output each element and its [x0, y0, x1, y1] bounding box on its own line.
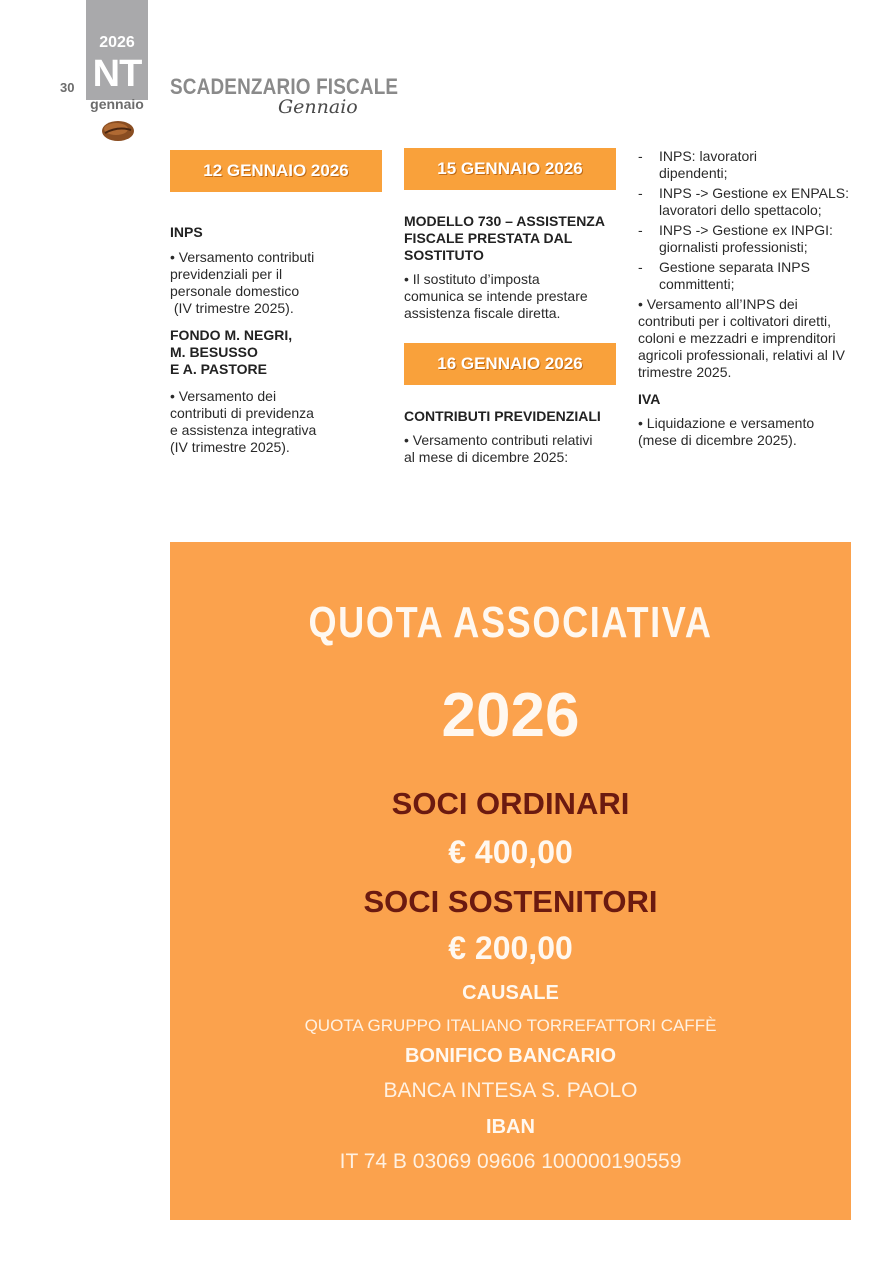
header-logo: NT — [92, 53, 142, 95]
dash-list-item: - INPS -> Gestione ex INPGI: giornalisti professionisti; — [638, 222, 833, 255]
bank-name: BANCA INTESA S. PAOLO — [383, 1079, 638, 1102]
text-line: personale domestico — [170, 283, 300, 299]
quota-year: 2026 — [441, 681, 580, 750]
text-line: • Versamento contributi relativi — [404, 432, 593, 448]
header-year: 2026 — [99, 34, 135, 51]
text-line: trimestre 2025. — [638, 364, 732, 380]
section-heading-contributi: CONTRIBUTI PREVIDENZIALI — [404, 408, 601, 424]
text-line: (IV trimestre 2025). — [170, 439, 290, 455]
quota-title: QUOTA ASSOCIATIVA — [308, 598, 713, 647]
text-line: • Versamento contributi — [170, 249, 315, 265]
section-heading-iva: IVA — [638, 391, 661, 407]
section-heading-modello-730: MODELLO 730 – ASSISTENZA — [404, 213, 605, 229]
column-2-bottom — [404, 408, 624, 466]
text-line: (mese di dicembre 2025). — [638, 432, 797, 448]
causale-text: QUOTA GRUPPO ITALIANO TORREFATTORI CAFFÈ — [304, 1016, 717, 1035]
section-heading-fondo: FONDO M. NEGRI, — [170, 327, 293, 343]
text-line: coloni e mezzadri e imprenditori — [638, 330, 836, 346]
text-line: (IV trimestre 2025). — [170, 300, 294, 316]
text-line: • Il sostituto d’imposta — [404, 271, 540, 287]
soci-sostenitori-label: SOCI SOSTENITORI — [363, 884, 658, 919]
dash-list-item: - INPS: lavoratori dipendenti; — [638, 148, 758, 181]
page-number: 30 — [60, 80, 75, 95]
iban-value: IT 74 B 03069 09606 100000190559 — [339, 1150, 682, 1173]
text-line: contributi di previdenza — [170, 405, 314, 421]
column-1 — [170, 224, 370, 456]
date-banner-16-gennaio: 16 GENNAIO 2026 — [404, 343, 616, 385]
dash-list-item: - Gestione separata INPS committenti; — [638, 259, 810, 292]
header-month: gennaio — [90, 96, 144, 112]
section-heading-inps: INPS — [170, 224, 203, 240]
text-line: • Versamento dei — [170, 388, 277, 404]
soci-ordinari-price: € 400,00 — [448, 834, 573, 870]
bonifico-label: BONIFICO BANCARIO — [404, 1045, 617, 1067]
text-line: • Versamento all’INPS dei — [638, 296, 798, 312]
text-line: al mese di dicembre 2025: — [404, 449, 569, 465]
text-line: • Liquidazione e versamento — [638, 415, 815, 431]
page-subtitle: Gennaio — [278, 96, 358, 118]
page-title: SCADENZARIO FISCALE — [170, 74, 399, 99]
column-2-top — [404, 213, 624, 322]
header-tab — [86, 0, 148, 100]
soci-sostenitori-price: € 200,00 — [448, 930, 573, 966]
column-3 — [638, 148, 868, 449]
coffee-bean-icon — [100, 118, 136, 144]
text-line: previdenziali per il — [170, 266, 283, 282]
text-line: comunica se intende prestare — [404, 288, 588, 304]
section-heading-modello-730: FISCALE PRESTATA DAL — [404, 230, 573, 246]
text-line: contributi per i coltivatori diretti, — [638, 313, 831, 329]
section-heading-fondo: E A. PASTORE — [170, 361, 267, 377]
section-heading-fondo: M. BESUSSO — [170, 344, 258, 360]
soci-ordinari-label: SOCI ORDINARI — [391, 786, 630, 821]
text-line: e assistenza integrativa — [170, 422, 317, 438]
dash-list-item: - INPS -> Gestione ex ENPALS: lavoratori dello spettacolo; — [638, 185, 849, 218]
section-heading-modello-730: SOSTITUTO — [404, 247, 484, 263]
iban-label: IBAN — [486, 1116, 535, 1138]
date-banner-12-gennaio: 12 GENNAIO 2026 — [170, 150, 382, 192]
causale-label: CAUSALE — [462, 982, 559, 1004]
date-banner-15-gennaio: 15 GENNAIO 2026 — [404, 148, 616, 190]
text-line: assistenza fiscale diretta. — [404, 305, 561, 321]
text-line: agricoli professionali, relativi al IV — [638, 347, 845, 363]
